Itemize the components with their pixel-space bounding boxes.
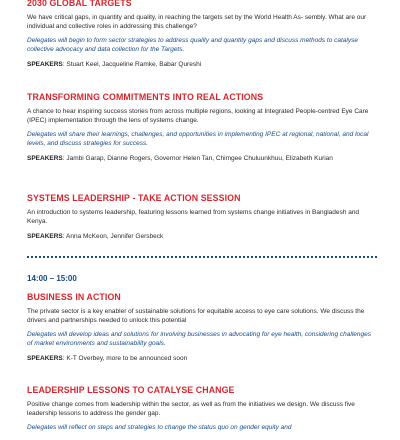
session-outcome: Delegates will develop ideas and solutions for involving businesses in advocating for eye health, considering challenges of market environments and sustainability goals.	[27, 331, 371, 347]
speakers-label: SPEAKERS	[27, 355, 63, 362]
speakers-label: SPEAKERS	[27, 61, 63, 68]
speakers-label: SPEAKERS	[27, 233, 63, 240]
section-divider	[27, 256, 377, 258]
session-title: TRANSFORMING COMMITMENTS INTO REAL ACTIONS	[27, 92, 264, 102]
speakers-names: : Anna McKeon, Jennifer Gersbeck	[62, 233, 164, 240]
time-slot: 14:00 – 15:00	[27, 274, 77, 283]
session-speakers	[27, 154, 377, 163]
session-title: SYSTEMS LEADERSHIP - TAKE ACTION SESSION	[27, 193, 241, 203]
session-title: LEADERSHIP LESSONS TO CATALYSE CHANGE	[27, 385, 235, 395]
session-speakers	[27, 232, 377, 241]
session-description: An introduction to systems leadership, featuring lessons learned from systems change initiatives in Bangladesh and Kenya.	[27, 209, 360, 225]
session-speakers	[27, 354, 377, 363]
speakers-names: : Jambi Garap, Dianne Rogers, Governor Helen Tan, Chimgee Chuluunkhuu, Elizabeth Kurian	[62, 155, 333, 162]
session-description: We have critical gaps, in quantity and quality, in reaching the targets set by the World Health As- sembly. What are our individual and collective roles in addressing this challenge?	[27, 14, 367, 30]
session-2030-global-targets	[27, 0, 377, 69]
session-description: Positive change comes from leadership within the sector, as well as from the initiatives we design. We discuss five leadership lessons to address the gender gap.	[27, 401, 355, 417]
session-outcome: Delegates will reflect on steps and strategies to change the status quo on gender equity and	[27, 424, 292, 431]
session-outcome: Delegates will share their learnings, challenges, and opportunities in implementing IPEC at regional, national, and local levels, and discuss strategies for success.	[27, 131, 369, 147]
session-description: The private sector is a key enabler of sustainable solutions for equitable access to eye care solutions. We discuss the drivers and partnerships needed to unlock this potential	[27, 308, 365, 324]
speakers-names: : Stuart Keel, Jacqueline Ramke, Babar Qureshi	[62, 61, 202, 68]
session-outcome: Delegates will begin to form sector strategies to address quality and quantity gaps and discuss methods to catalyse collective advocacy and data collection for the Targets.	[27, 37, 358, 53]
session-title: BUSINESS IN ACTION	[27, 292, 121, 302]
speakers-names: : K-T Overbey, more to be announced soon	[62, 355, 188, 362]
session-description: A chance to hear inspiring success stories from across multiple regions, looking at Integrated People-centred Eye Care (IPEC) implementation through the lens of systems change.	[27, 108, 369, 124]
session-business-in-action	[27, 292, 377, 363]
session-systems-leadership	[27, 193, 377, 241]
session-transforming-commitments	[27, 92, 377, 163]
session-title: 2030 GLOBAL TARGETS	[27, 0, 132, 8]
speakers-label: SPEAKERS	[27, 155, 63, 162]
session-leadership-lessons	[27, 385, 377, 432]
session-speakers	[27, 60, 377, 69]
